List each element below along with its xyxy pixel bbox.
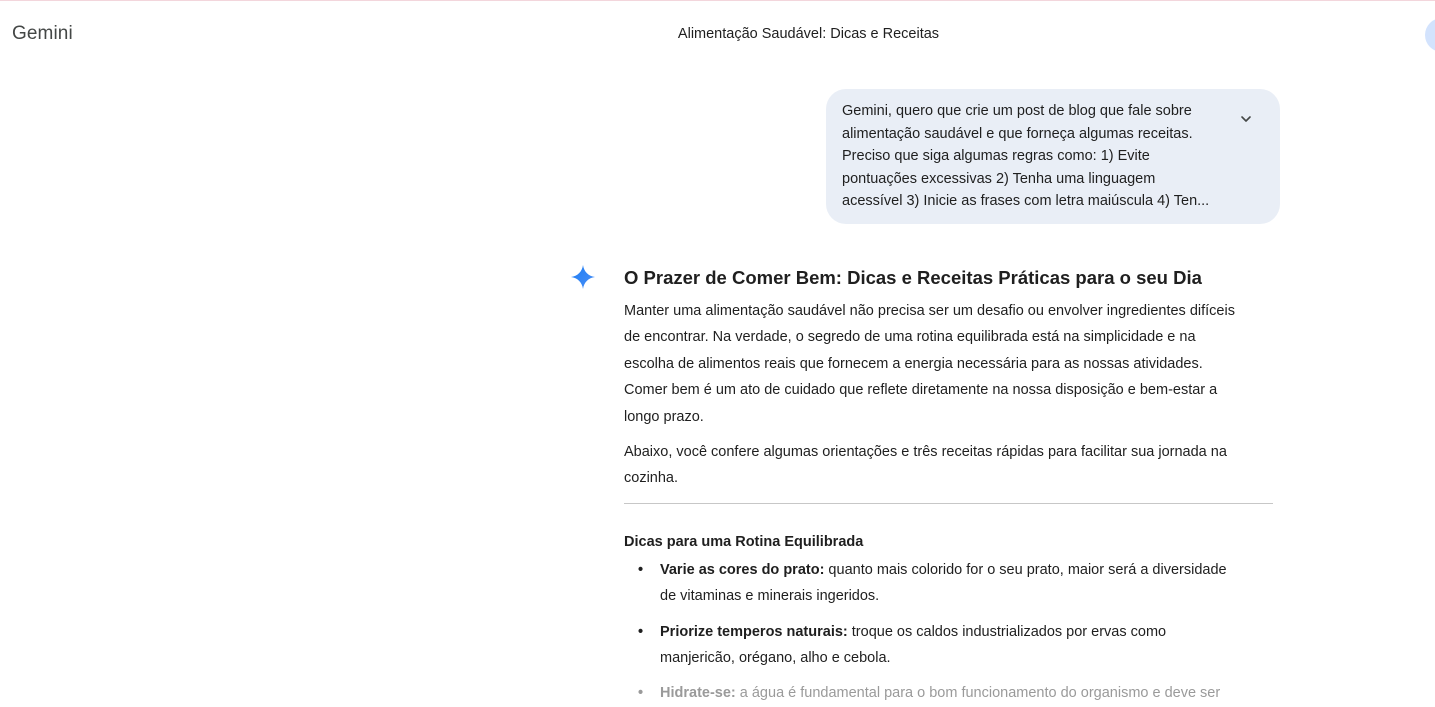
- bullet-icon: •: [638, 685, 644, 702]
- response-paragraph: [624, 298, 1273, 430]
- user-prompt-line: alimentação saudável e que forneça algumas receitas.: [842, 125, 1193, 142]
- paragraph-line: de encontrar. Na verdade, o segredo de uma rotina equilibrada está na simplicidade e na: [624, 329, 1196, 346]
- paragraph-line: longo prazo.: [624, 408, 704, 425]
- bullet-icon: •: [638, 623, 644, 640]
- paragraph-line: Comer bem é um ato de cuidado que reflete diretamente na nossa disposição e bem-estar a: [624, 382, 1218, 399]
- list-item: [624, 680, 1273, 706]
- tip-text: a água é fundamental para o bom funcionamento do organismo e deve ser: [735, 685, 1221, 702]
- user-prompt-bubble: [826, 89, 1280, 224]
- conversation-title[interactable]: Alimentação Saudável: Dicas e Receitas: [677, 26, 940, 42]
- bullet-icon: •: [638, 561, 644, 578]
- tip-label: Varie as cores do prato:: [660, 561, 825, 578]
- response-paragraph: [624, 439, 1273, 492]
- tip-text: manjericão, orégano, alho e cebola.: [660, 650, 891, 667]
- user-prompt-line: acessível 3) Inicie as frases com letra maiúscula 4) Ten...: [842, 193, 1210, 210]
- horizontal-divider: [624, 503, 1273, 504]
- user-prompt-line: pontuações excessivas 2) Tenha uma linguagem: [842, 170, 1156, 187]
- top-border: [0, 0, 1435, 1]
- avatar[interactable]: [1425, 18, 1435, 52]
- section-heading: Dicas para uma Rotina Equilibrada: [624, 533, 864, 550]
- paragraph-line: escolha de alimentos reais que fornecem a energia necessária para as nossas atividades.: [624, 355, 1203, 372]
- chevron-down-icon: [1240, 113, 1252, 125]
- tip-text: de vitaminas e minerais ingeridos.: [660, 588, 880, 605]
- paragraph-line: cozinha.: [624, 470, 679, 487]
- user-prompt-line: Preciso que siga algumas regras como: 1) Evite: [842, 148, 1150, 165]
- user-prompt-line: Gemini, quero que crie um post de blog que fale sobre: [842, 103, 1192, 119]
- list-item: [624, 557, 1273, 610]
- paragraph-line: Manter uma alimentação saudável não precisa ser um desafio ou envolver ingredientes difíceis: [624, 303, 1235, 319]
- response-title: O Prazer de Comer Bem: Dicas e Receitas Práticas para o seu Dia: [624, 267, 1202, 288]
- gemini-sparkle-icon: [570, 264, 596, 290]
- app-brand[interactable]: Gemini: [12, 23, 73, 44]
- tip-text: quanto mais colorido for o seu prato, maior será a diversidade: [824, 561, 1227, 578]
- tip-text: troque os caldos industrializados por ervas como: [847, 623, 1167, 640]
- paragraph-line: Abaixo, você confere algumas orientações e três receitas rápidas para facilitar sua jornada na: [624, 444, 1227, 461]
- expand-prompt-button[interactable]: [1236, 109, 1256, 129]
- tip-label: Hidrate-se:: [660, 685, 736, 702]
- list-item: [624, 619, 1273, 672]
- model-response: [624, 264, 1273, 707]
- tips-list: [624, 557, 1273, 707]
- tip-label: Priorize temperos naturais:: [660, 623, 848, 640]
